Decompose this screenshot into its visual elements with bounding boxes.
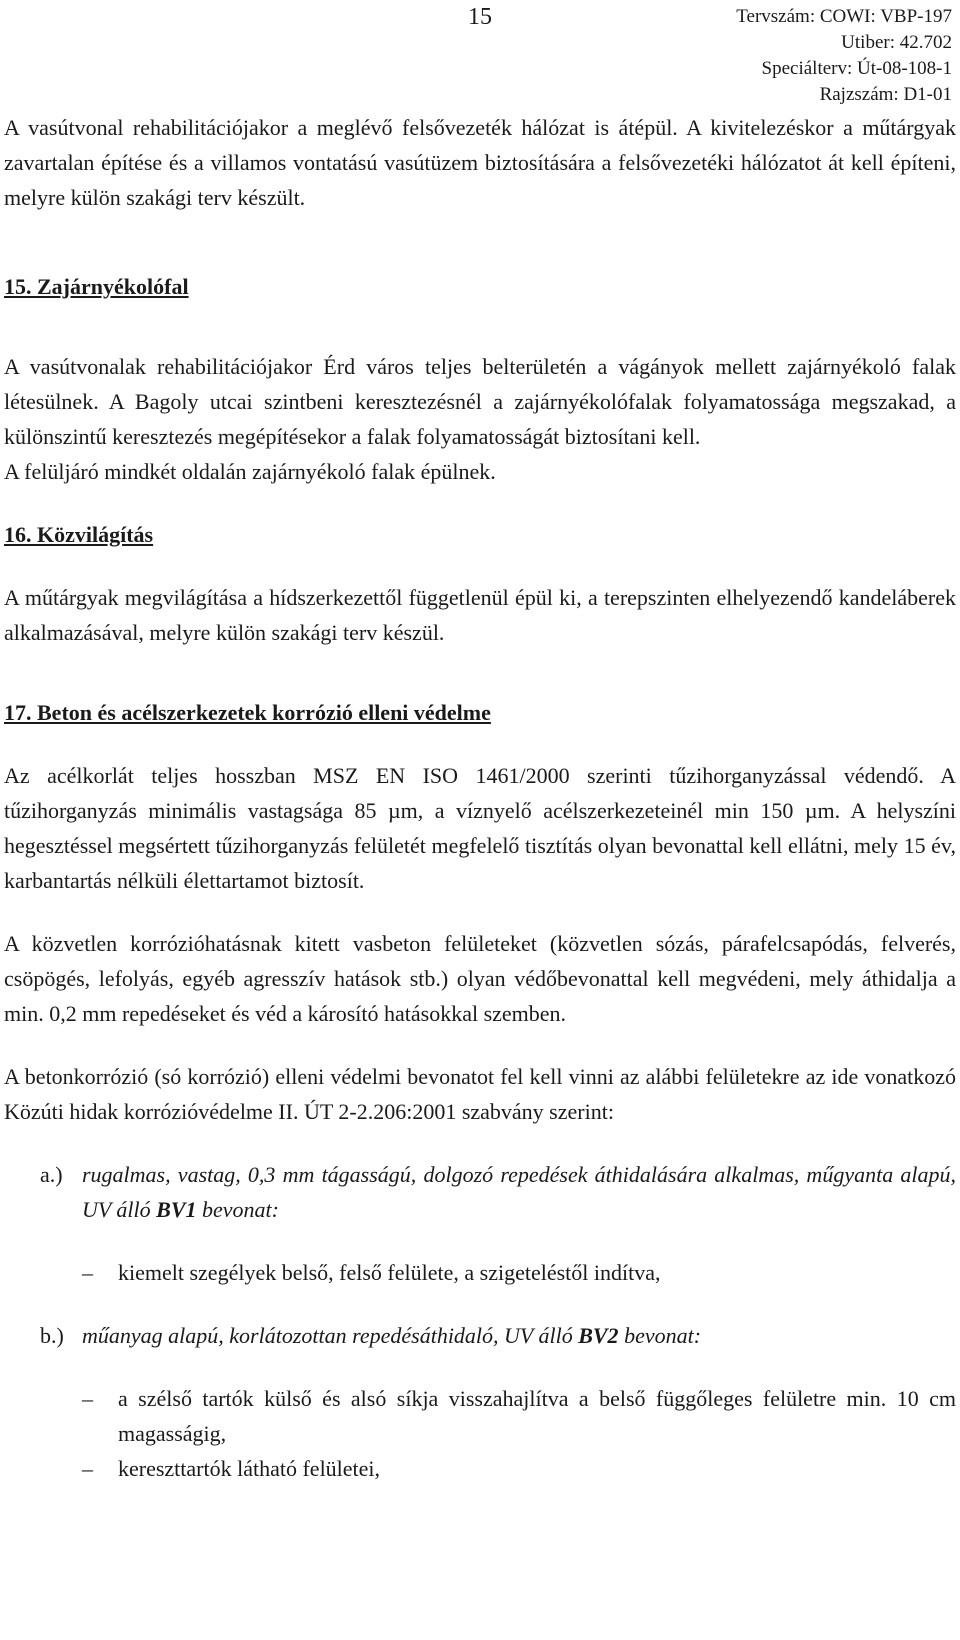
section-17-paragraph-2: A közvetlen korrózióhatásnak kitett vasbeton felületeket (közvetlen sózás, párafelcsapódás, felverés, csöpögés, lefolyás, egyéb agresszív hatások stb.) olyan védőbevonattal kell megvédeni, mely áthidalja a min. 0,2 mm repedéseket és véd a károsító hatásokkal szemben. (4, 931, 956, 1026)
section-15-heading: 15. Zajárnyékolófal (4, 274, 189, 299)
list-marker-b: b.) (40, 1323, 64, 1348)
section-15-paragraph-1: A vasútvonalak rehabilitációjakor Érd város teljes belterületén a vágányok mellett zajárnyékoló falak létesülnek. A Bagoly utcai szintbeni keresztezésnél a zajárnyékolófalak folyamatossága megszakad, a különszintű keresztezés megépítésekor a falak folyamatosságát biztosítani kell. (4, 354, 956, 449)
section-17-paragraph-3: A betonkorrózió (só korrózió) elleni védelmi bevonatot fel kell vinni az alábbi felületekre az ide vonatkozó Közúti hidak korrózióvédelme II. ÚT 2-2.206:2001 szabvány szerint: (4, 1064, 956, 1124)
section-17-heading: 17. Beton és acélszerkezetek korrózió elleni védelme (4, 700, 491, 725)
section-15-paragraph-2: A felüljáró mindkét oldalán zajárnyékoló falak épülnek. (4, 459, 496, 484)
list-item-b-sub-2 (4, 1451, 956, 1486)
list-item-b (4, 1318, 956, 1353)
list-item-b-sub-1-text: a szélső tartók külső és alsó síkja visszahajlítva a belső függőleges felületre min. 10 cm magasságig, (118, 1386, 956, 1446)
header-meta (736, 4, 952, 108)
list-item-b-sub-2-text: kereszttartók látható felületei, (118, 1456, 381, 1481)
list-item-b-sub-1 (4, 1381, 956, 1451)
list-item-a-sub-1 (4, 1255, 956, 1290)
section-16-heading: 16. Közvilágítás (4, 522, 154, 547)
meta-plan-number: Tervszám: COWI: VBP-197 (736, 6, 952, 27)
dash-bullet: – (82, 1456, 93, 1481)
list-item-a (4, 1157, 956, 1227)
dash-bullet: – (82, 1260, 93, 1285)
list-item-a-text-after: bevonat: (196, 1197, 279, 1222)
list-item-a-text-before: rugalmas, vastag, 0,3 mm tágasságú, dolgozó repedések áthidalására alkalmas, műgyanta alapú, UV álló (82, 1162, 956, 1222)
dash-bullet: – (82, 1386, 93, 1411)
meta-utiber: Utiber: 42.702 (841, 32, 952, 53)
list-item-b-code: BV2 (578, 1323, 619, 1348)
list-marker-a: a.) (40, 1162, 63, 1187)
document-body (4, 110, 956, 1486)
list-item-a-code: BV1 (156, 1197, 197, 1222)
meta-special-plan: Speciálterv: Út-08-108-1 (761, 58, 952, 79)
list-item-b-text-after: bevonat: (618, 1323, 702, 1348)
list-item-b-text-before: műanyag alapú, korlátozottan repedésáthidaló, UV álló (82, 1323, 579, 1348)
meta-drawing-number: Rajzszám: D1-01 (819, 84, 952, 105)
section-16-paragraph: A műtárgyak megvilágítása a hídszerkezettől függetlenül épül ki, a terepszinten elhelyezendő kandeláberek alkalmazásával, melyre külön szakági terv készül. (4, 585, 956, 645)
list-item-a-sub-1-text: kiemelt szegélyek belső, felső felülete, a szigeteléstől indítva, (118, 1260, 661, 1285)
intro-paragraph: A vasútvonal rehabilitációjakor a meglévő felsővezeték hálózat is átépül. A kivitelezéskor a műtárgyak zavartalan építése és a villamos vontatású vasútüzem biztosítására a felsővezetéki hálózatot át kell építeni, melyre külön szakági terv készült. (4, 115, 956, 210)
section-17-paragraph-1: Az acélkorlát teljes hosszban MSZ EN ISO 1461/2000 szerinti tűzihorganyzással védendő. A tűzihorganyzás minimális vastagsága 85 µm, a víznyelő acélszerkezeteinél min 150 µm. A helyszíni hegesztéssel megsértett tűzihorganyzás felületét megfelelő tisztítás olyan bevonattal kell ellátni, mely 15 év, karbantartás nélküli élettartamot biztosít. (4, 763, 956, 893)
page-number: 15 (468, 4, 492, 30)
